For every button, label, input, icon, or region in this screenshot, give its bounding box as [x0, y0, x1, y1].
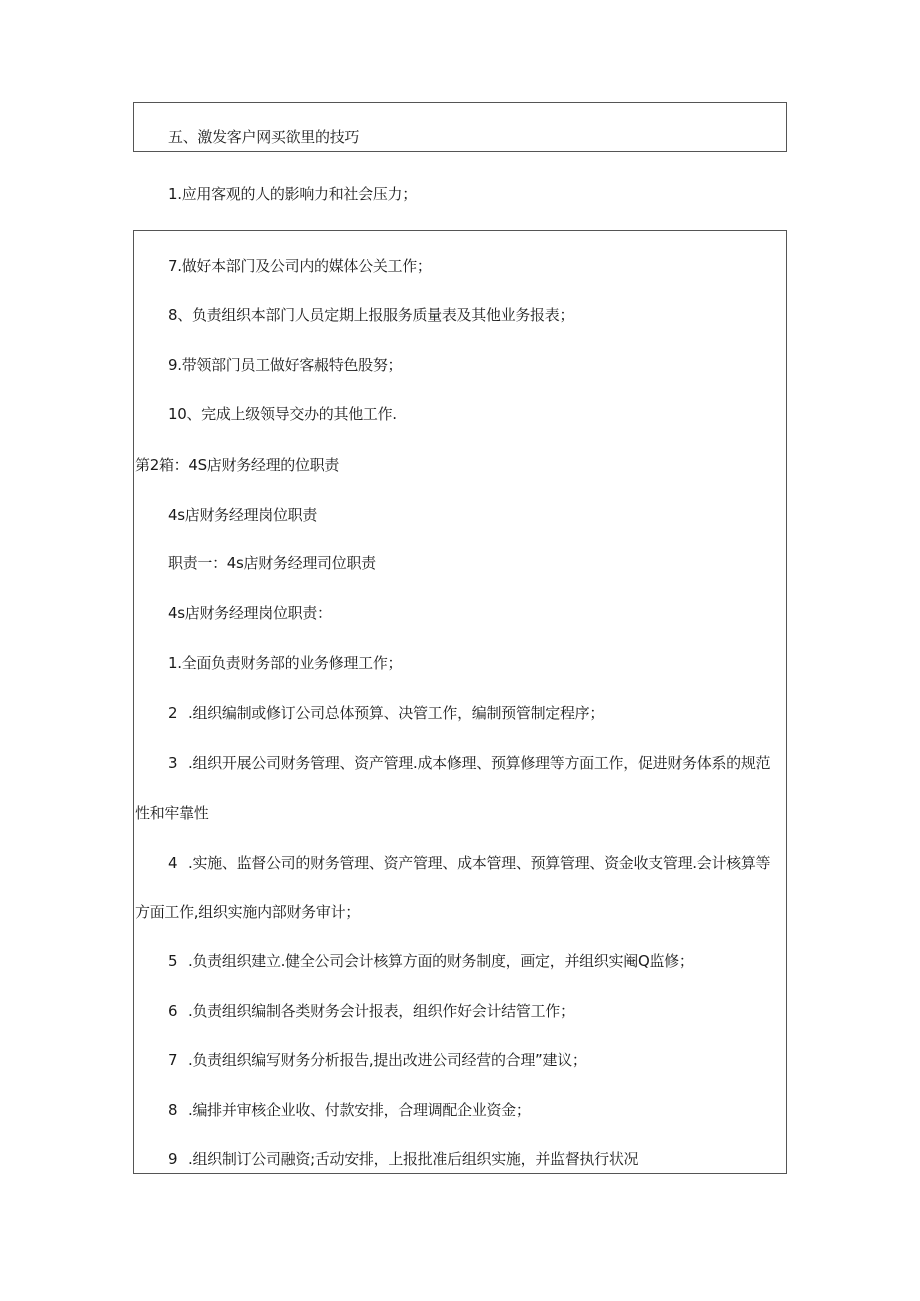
list-text: .组织开展公司财务管理、资产管理.成本修理、预算修理等方面工作，促进财务体系的规范 [188, 754, 771, 772]
list-item [168, 1149, 638, 1169]
list-number: 2 [168, 704, 178, 722]
list-text: .负责组织编写财务分析报告,提出改进公司经营的合理”建议； [188, 1051, 587, 1069]
list-text: .实施、监督公司的财务管理、资产管理、成本管理、预算管理、资金收支管理.会计核算等 [188, 854, 771, 872]
list-number: 7 [168, 1051, 178, 1069]
list-item: 1.全面负责财务部的业务修理工作； [168, 654, 403, 672]
list-item [168, 853, 770, 873]
list-item [168, 1001, 575, 1021]
article-title: 第2箱：4S店财务经理的位职责 [135, 456, 340, 474]
section-heading: 五、激发客户网买欲里的技巧 [168, 128, 360, 146]
list-text: .组织制订公司融资;舌动安排，上报批准后组织实施，并监督执行状况 [188, 1150, 639, 1168]
duty-heading: 4s店财务经理岗位职责： [168, 604, 332, 622]
list-item [168, 703, 604, 723]
list-item: 10、完成上级领导交办的其他工作. [168, 405, 397, 423]
list-text: .负责组织建立.健全公司会计核算方面的财务制度，画定，并组织实阉Q监修； [188, 952, 694, 970]
list-item [168, 753, 770, 773]
list-item: 9.带领部门员工做好客赧特色股努； [168, 356, 403, 374]
list-item: 7.做好本部门及公司内的媒体公关工作； [168, 257, 432, 275]
list-item [168, 1100, 531, 1120]
list-item-continuation: 方面工作,组织实施内部财务审计； [135, 903, 360, 921]
list-number: 3 [168, 754, 178, 772]
list-item: 1.应用客观的人的影响力和社会压力； [168, 185, 417, 203]
list-number: 4 [168, 854, 178, 872]
list-text: .组织编制或修订公司总体预算、决管工作，编制预管制定程序； [188, 704, 605, 722]
list-number: 6 [168, 1002, 178, 1020]
list-item [168, 1050, 587, 1070]
list-text: .编排并审核企业收、付款安排，合理调配企业资金； [188, 1101, 531, 1119]
list-number: 5 [168, 952, 178, 970]
duty-one-heading: 职责一：4s店财务经理司位职责 [168, 554, 376, 572]
list-item: 8、负责组织本部门人员定期上报服务质量表及其他业务报表； [168, 306, 575, 324]
list-text: .负责组织编制各类财务会计报表，组织作好会计结管工作； [188, 1002, 575, 1020]
list-item-continuation: 性和牢靠性 [135, 804, 209, 822]
list-number: 9 [168, 1150, 178, 1168]
list-item [168, 951, 694, 971]
subtitle: 4s店财务经理岗位职责 [168, 506, 318, 524]
list-number: 8 [168, 1101, 178, 1119]
